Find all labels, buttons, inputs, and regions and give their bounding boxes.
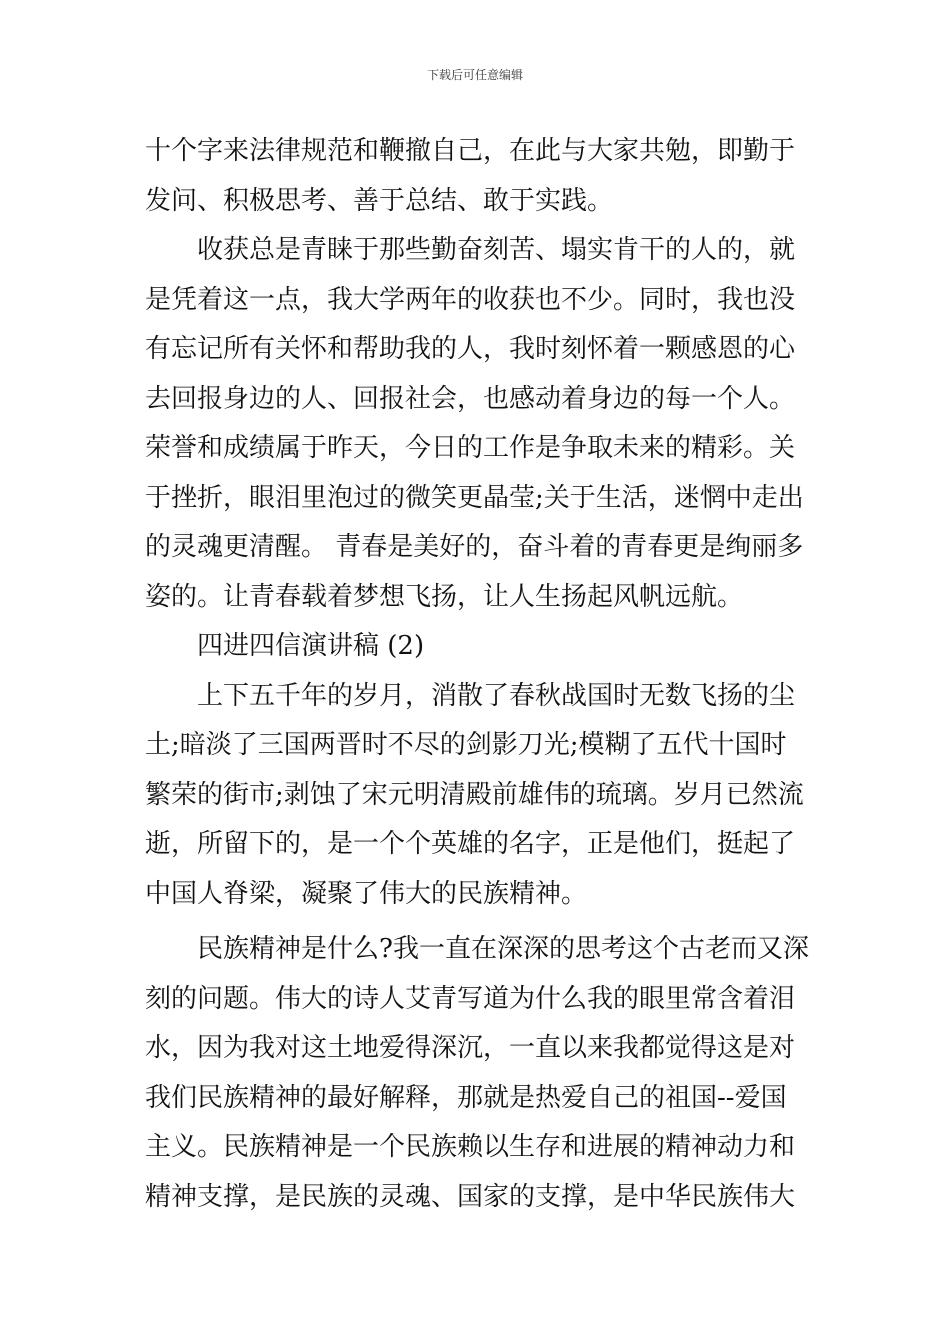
text-line: 发问、积极思考、善于总结、敢于实践。 (145, 185, 614, 216)
text-line: 刻的问题。伟大的诗人艾青写道为什么我的眼里常含着泪 (145, 983, 796, 1014)
paragraph-3 (145, 672, 810, 920)
text-line: 有忘记所有关怀和帮助我的人，我时刻怀着一颗感恩的心 (145, 334, 796, 364)
text-line: 繁荣的街市;剥蚀了宋元明清殿前雄伟的琉璃。岁月已然流 (145, 779, 804, 810)
section-heading (145, 622, 810, 672)
page-header-note: 下载后可任意编辑 (426, 68, 523, 82)
document-body (145, 127, 810, 1222)
text-line: 精神支撑，是民族的灵魂、国家的支撑，是中华民族伟大 (145, 1181, 796, 1212)
text-line: 收获总是青睐于那些勤奋刻苦、塌实肯干的人的，就 (197, 235, 796, 265)
text-line: 的灵魂更清醒。 青春是美好的，奋斗着的青春更是绚丽多 (145, 532, 804, 562)
text-line: 上下五千年的岁月，消散了春秋战国时无数飞扬的尘 (197, 680, 796, 711)
text-line: 中国人脊梁，凝聚了伟大的民族精神。 (145, 878, 588, 909)
paragraph-1 (145, 127, 810, 226)
text-line: 逝，所留下的，是一个个英雄的名字，正是他们，挺起了 (145, 829, 796, 859)
text-line: 土;暗淡了三国两晋时不尽的剑影刀光;模糊了五代十国时 (145, 730, 787, 760)
text-line: 主义。民族精神是一个民族赖以生存和进展的精神动力和 (145, 1132, 796, 1162)
text-line: 水，因为我对这土地爱得深沉，一直以来我都觉得这是对 (145, 1033, 796, 1063)
text-line: 于挫折，眼泪里泡过的微笑更晶莹;关于生活，迷惘中走出 (145, 482, 804, 513)
text-line: 民族精神是什么?我一直在深深的思考这个古老而又深 (197, 934, 809, 964)
paragraph-4 (145, 925, 810, 1222)
text-line: 姿的。让青春载着梦想飞扬，让人生扬起风帆远航。 (145, 581, 744, 612)
text-line: 去回报身边的人、回报社会，也感动着身边的每一个人。 (145, 383, 796, 414)
text-line: 十个字来法律规范和鞭撤自己，在此与大家共勉，即勤于 (145, 136, 796, 166)
text-line: 我们民族精神的最好解释，那就是热爱自己的祖国--爱国 (145, 1082, 787, 1113)
paragraph-2 (145, 226, 810, 622)
text-line: 是凭着这一点，我大学两年的收获也不少。同时，我也没 (145, 284, 796, 315)
section-title: 四进四信演讲稿 (2) (197, 631, 425, 661)
text-line: 荣誉和成绩属于昨天，今日的工作是争取未来的精彩。关 (145, 433, 796, 463)
